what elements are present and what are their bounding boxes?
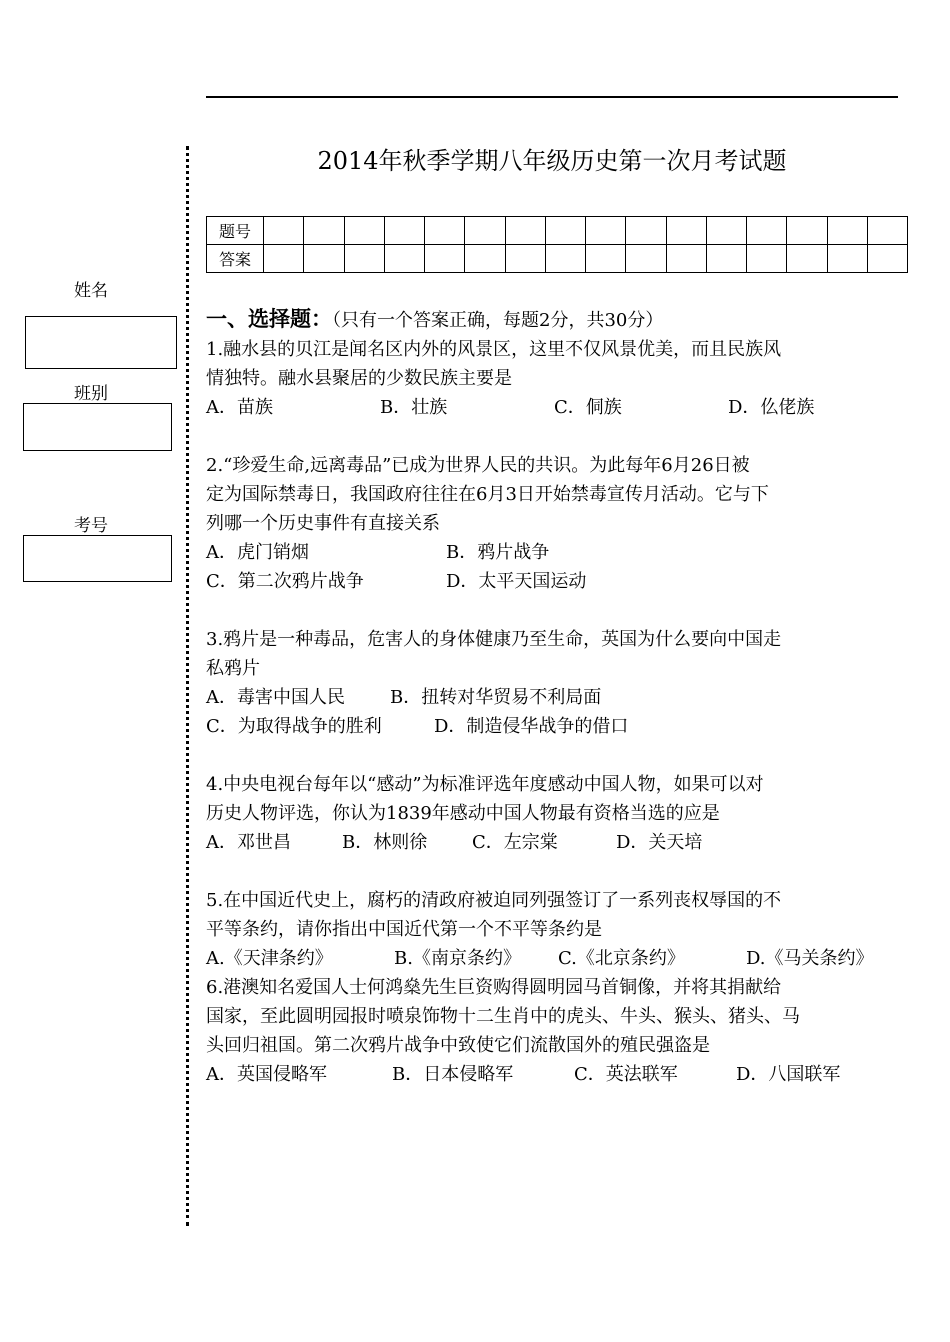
- number-cell: [344, 217, 384, 245]
- answer-cell[interactable]: [384, 245, 424, 273]
- answer-cell[interactable]: [666, 245, 706, 273]
- question-stem: 私鸦片: [206, 658, 260, 679]
- option-c[interactable]: C．侗族: [554, 397, 622, 418]
- number-cell: [626, 217, 666, 245]
- option-d[interactable]: D.《马关条约》: [746, 948, 874, 969]
- number-cell: [505, 217, 545, 245]
- question-options: [206, 683, 898, 712]
- section-note: （只有一个答案正确，每题2分，共30分）: [332, 310, 664, 331]
- number-cell: [425, 217, 465, 245]
- answer-cell[interactable]: [787, 245, 827, 273]
- question-number-header: 题号: [207, 217, 264, 245]
- answer-cell[interactable]: [344, 245, 384, 273]
- number-cell: [747, 217, 787, 245]
- option-b[interactable]: B．鸦片战争: [446, 542, 550, 563]
- question-stem: 3.鸦片是一种毒品，危害人的身体健康乃至生命，英国为什么要向中国走: [206, 629, 782, 650]
- name-label: 姓名: [74, 281, 108, 301]
- option-b[interactable]: B．壮族: [380, 397, 448, 418]
- name-box[interactable]: [25, 316, 177, 369]
- question-options: [206, 567, 898, 596]
- question-options: [206, 712, 898, 741]
- answer-cell[interactable]: [706, 245, 746, 273]
- option-a[interactable]: A.《天津条约》: [206, 948, 333, 969]
- header-rule: [206, 96, 898, 98]
- number-cell: [384, 217, 424, 245]
- answer-cell[interactable]: [545, 245, 585, 273]
- question-options: [206, 538, 898, 567]
- number-cell: [586, 217, 626, 245]
- question-options: [206, 1060, 898, 1089]
- option-a[interactable]: A．苗族: [206, 397, 273, 418]
- number-cell: [465, 217, 505, 245]
- section-heading: 一、选择题：: [206, 307, 332, 331]
- class-box[interactable]: [23, 403, 172, 451]
- option-d[interactable]: D．制造侵华战争的借口: [434, 716, 629, 737]
- answer-cell[interactable]: [264, 245, 304, 273]
- option-d[interactable]: D．太平天国运动: [446, 571, 587, 592]
- id-box[interactable]: [23, 535, 172, 582]
- question-stem: 定为国际禁毒日，我国政府往往在6月3日开始禁毒宣传月活动。它与下: [206, 484, 769, 505]
- option-b[interactable]: B．扭转对华贸易不利局面: [390, 687, 602, 708]
- option-b[interactable]: B．日本侵略军: [392, 1064, 514, 1085]
- number-cell: [787, 217, 827, 245]
- number-cell: [304, 217, 344, 245]
- answer-cell[interactable]: [304, 245, 344, 273]
- page-title: 2014年秋季学期八年级历史第一次月考试题: [317, 147, 787, 175]
- option-a[interactable]: A．英国侵略军: [206, 1064, 327, 1085]
- question-stem: 情独特。融水县聚居的少数民族主要是: [206, 368, 512, 389]
- answer-table: [206, 216, 908, 273]
- option-c[interactable]: C.《北京条约》: [558, 948, 685, 969]
- question-stem: 国家，至此圆明园报时喷泉饰物十二生肖中的虎头、牛头、猴头、猪头、马: [206, 1006, 800, 1027]
- option-d[interactable]: D．八国联军: [736, 1064, 841, 1085]
- question-stem: 6.港澳知名爱国人士何鸿燊先生巨资购得圆明园马首铜像，并将其捐献给: [206, 977, 782, 998]
- answer-cell[interactable]: [465, 245, 505, 273]
- number-cell: [264, 217, 304, 245]
- option-c[interactable]: C．左宗棠: [472, 832, 558, 853]
- answer-header: 答案: [207, 245, 264, 273]
- option-a[interactable]: A．邓世昌: [206, 832, 291, 853]
- answer-cell[interactable]: [626, 245, 666, 273]
- question-stem: 平等条约，请你指出中国近代第一个不平等条约是: [206, 919, 602, 940]
- question-stem: 1.融水县的贝江是闻名区内外的风景区，这里不仅风景优美，而且民族风: [206, 339, 782, 360]
- option-c[interactable]: C．英法联军: [574, 1064, 678, 1085]
- option-b[interactable]: B．林则徐: [342, 832, 428, 853]
- option-a[interactable]: A．毒害中国人民: [206, 687, 345, 708]
- question-stem: 头回归祖国。第二次鸦片战争中致使它们流散国外的殖民强盗是: [206, 1035, 710, 1056]
- answer-cell[interactable]: [827, 245, 867, 273]
- question-section: [206, 305, 898, 1089]
- option-b[interactable]: B.《南京条约》: [394, 948, 521, 969]
- answer-cell[interactable]: [586, 245, 626, 273]
- question-number-row: [207, 217, 908, 245]
- question-stem: 5.在中国近代史上，腐朽的清政府被迫同列强签订了一系列丧权辱国的不: [206, 890, 782, 911]
- answer-cell[interactable]: [425, 245, 465, 273]
- question-stem: 历史人物评选，你认为1839年感动中国人物最有资格当选的应是: [206, 803, 720, 824]
- question-options: [206, 944, 898, 973]
- question-options: [206, 828, 898, 857]
- answer-cell[interactable]: [747, 245, 787, 273]
- section-header: [206, 305, 898, 335]
- number-cell: [706, 217, 746, 245]
- number-cell: [666, 217, 706, 245]
- option-a[interactable]: A．虎门销烟: [206, 542, 309, 563]
- option-d[interactable]: D．关天培: [616, 832, 703, 853]
- question-stem: 列哪一个历史事件有直接关系: [206, 513, 440, 534]
- question-stem: 4.中央电视台每年以“感动”为标准评选年度感动中国人物，如果可以对: [206, 774, 764, 795]
- answer-cell[interactable]: [505, 245, 545, 273]
- option-c[interactable]: C．第二次鸦片战争: [206, 571, 364, 592]
- answer-row: [207, 245, 908, 273]
- option-c[interactable]: C．为取得战争的胜利: [206, 716, 382, 737]
- question-options: [206, 393, 898, 422]
- option-d[interactable]: D．仫佬族: [728, 397, 815, 418]
- question-stem: 2.“珍爱生命,远离毒品”已成为世界人民的共识。为此每年6月26日被: [206, 455, 750, 476]
- number-cell: [827, 217, 867, 245]
- id-label: 考号: [74, 516, 108, 536]
- number-cell: [545, 217, 585, 245]
- binding-dotted-line: [186, 146, 189, 1226]
- number-cell: [867, 217, 907, 245]
- class-label: 班别: [74, 384, 108, 404]
- answer-cell[interactable]: [867, 245, 907, 273]
